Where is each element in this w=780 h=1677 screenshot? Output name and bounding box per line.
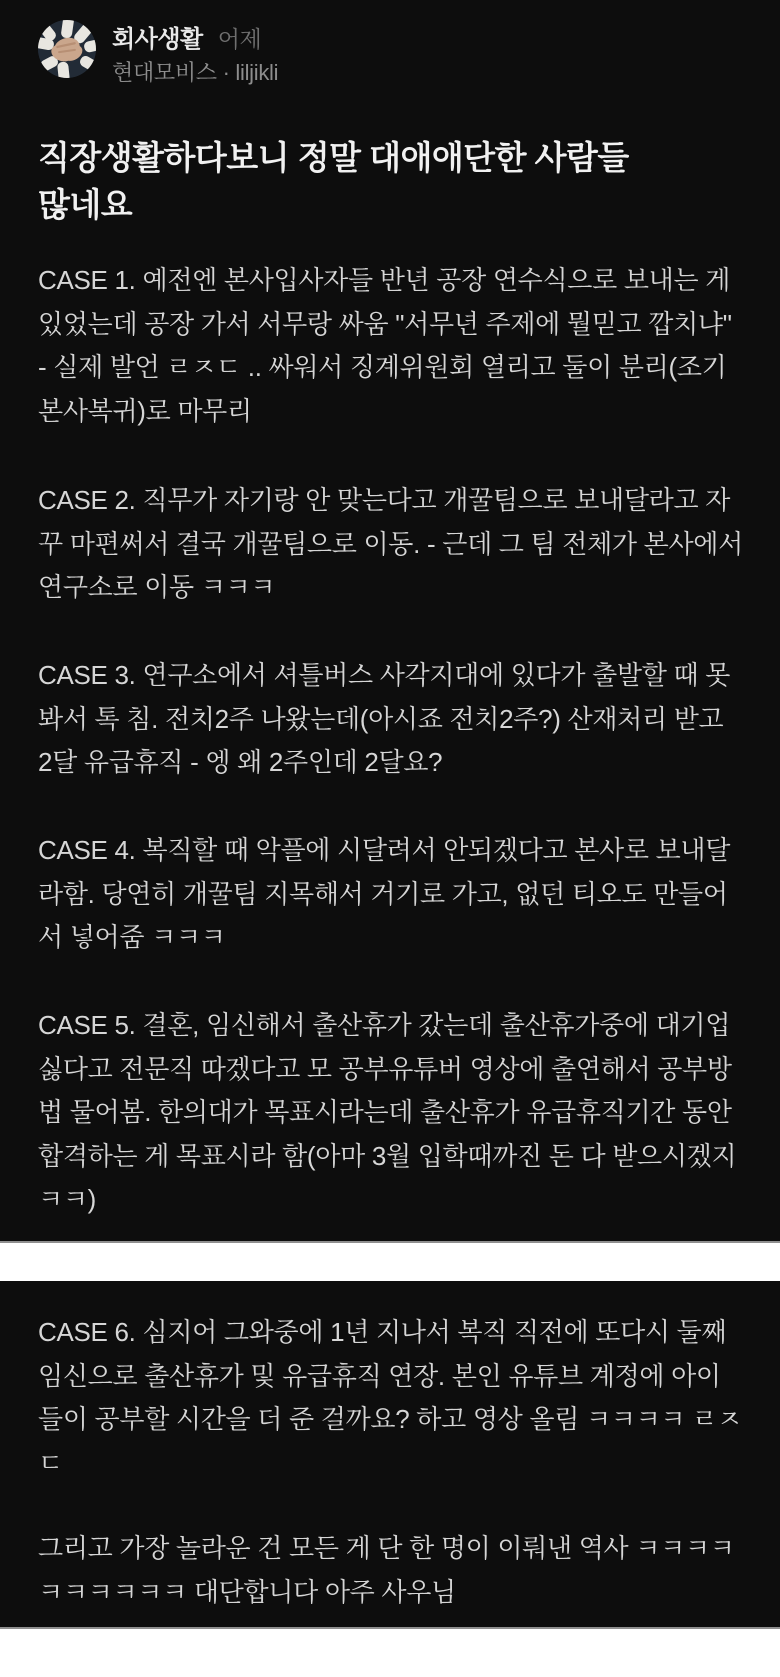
post-header [38, 20, 278, 87]
post-title: 직장생활하다보니 정말 대애애단한 사람들 많네요 [38, 139, 629, 223]
header-text [112, 20, 278, 87]
header-row [112, 21, 278, 55]
bottom-white-bar [0, 1627, 780, 1677]
post-timestamp: 어제 [217, 26, 262, 52]
screenshot-seam-divider [0, 1241, 780, 1281]
board-name[interactable]: 회사생활 [112, 26, 203, 53]
post-body-paragraph-case3: CASE 3. 연구소에서 셔틀버스 사각지대에 있다가 출발할 때 못 봐서 톡 침. 전치2주 나왔는데(아시죠 전치2주?) 산재처리 받고 2달 유급휴직 - 엥 왜 2주인데 2달요? [38, 660, 731, 777]
hands-together-avatar-image [38, 20, 96, 78]
post-body-paragraph-case1: CASE 1. 예전엔 본사입사자들 반년 공장 연수식으로 보내는 게 있었는데 공장 가서 서무랑 싸움 "서무년 주제에 뭘믿고 깝치냐" - 실제 발언 ㄹㅈㄷ .. 싸워서 징계위원회 열리고 둘이 분리(조기 본사복귀)로 마무리 [38, 265, 732, 426]
post-body-paragraph-case2: CASE 2. 직무가 자기랑 안 맞는다고 개꿀팀으로 보내달라고 자꾸 마편써서 결국 개꿀팀으로 이동. - 근데 그 팀 전체가 본사에서 연구소로 이동 ㅋㅋㅋ [38, 485, 743, 602]
avatar[interactable] [38, 20, 96, 78]
post-body-paragraph-case6: CASE 6. 심지어 그와중에 1년 지나서 복직 직전에 또다시 둘째 임신으로 출산휴가 및 유급휴직 연장. 본인 유튜브 계정에 아이들이 공부할 시간을 더 준 걸까요? 하고 영상 올림 ㅋㅋㅋㅋ ㄹㅈㄷ [38, 1317, 742, 1478]
post-body-paragraph-case4: CASE 4. 복직할 때 악플에 시달려서 안되겠다고 본사로 보내달라함. 당연히 개꿀팀 지목해서 거기로 가고, 없던 티오도 만들어서 넣어줌 ㅋㅋㅋ [38, 835, 731, 952]
post-body-paragraph-case5: CASE 5. 결혼, 임신해서 출산휴가 갔는데 출산휴가중에 대기업 싫다고 전문직 따겠다고 모 공부유튜버 영상에 출연해서 공부방법 물어봄. 한의대가 목표시라는데 출산휴가 유급휴직기간 동안 합격하는 게 목표시라 함(아마 3월 입학때까진 돈 다 받으시겠지 ㅋㅋ) [38, 1010, 737, 1214]
post-body-paragraph-closing: 그리고 가장 놀라운 건 모든 게 단 한 명이 이뤄낸 역사 ㅋㅋㅋㅋㅋㅋㅋㅋㅋㅋ 대단합니다 아주 사우님 [38, 1533, 735, 1607]
author-company-and-id[interactable]: 현대모비스 · liljikli [112, 60, 279, 85]
